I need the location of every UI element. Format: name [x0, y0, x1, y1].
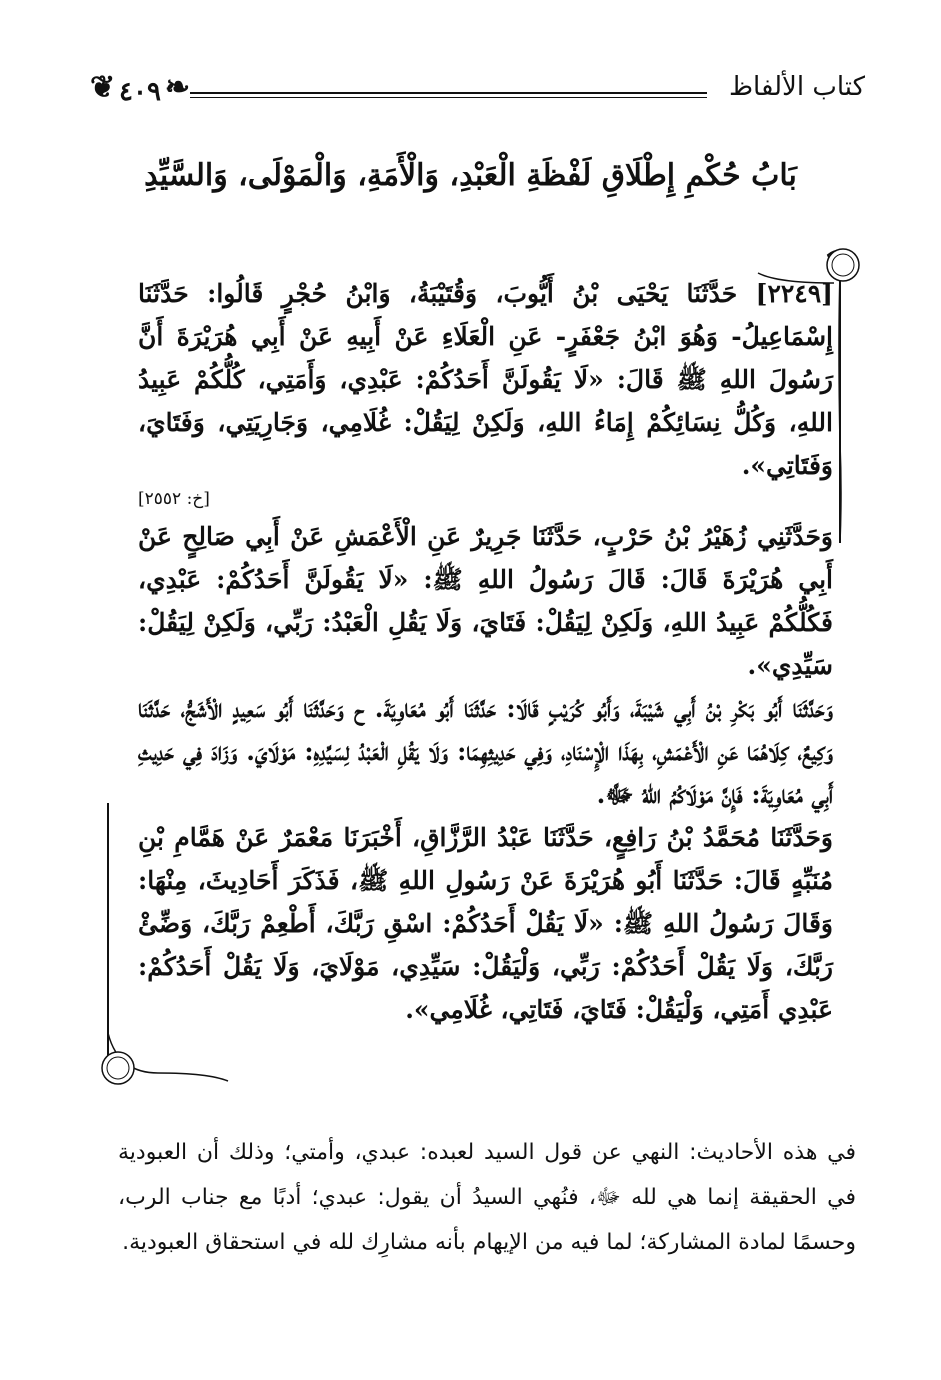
page-number: ٤٠٩	[119, 77, 161, 107]
hadith-body	[138, 272, 833, 1031]
page-number-badge	[90, 62, 190, 122]
hadith-paragraph-4: وَحَدَّثَنَا مُحَمَّدُ بْنُ رَافِعٍ، حَدَّثَنَا عَبْدُ الرَّزَّاقِ، أَخْبَرَنَا مَعْمَرٌ عَنْ هَمَّامِ بْنِ مُنَبِّهٍ قَالَ: حَدَّثَنَا أَبُو هُرَيْرَةَ عَنْ رَسُولِ اللهِ ﷺ، فَذَكَرَ أَحَادِيثَ، مِنْهَا: وَقَالَ رَسُولُ اللهِ ﷺ: «لَا يَقُلْ أَحَدُكُمْ: اسْقِ رَبَّكَ، أَطْعِمْ رَبَّكَ، وَضِّئْ رَبَّكَ، وَلَا يَقُلْ أَحَدُكُمْ: رَبِّي، وَلْيَقُلْ: سَيِّدِي، مَوْلَايَ، وَلَا يَقُلْ أَحَدُكُمْ: عَبْدِي أَمَتِي، وَلْيَقُلْ: فَتَايَ، فَتَاتِي، غُلَامِي».	[138, 823, 833, 1024]
right-ornament-icon: ❧	[164, 70, 190, 105]
book-title: كتاب الألفاظ	[729, 72, 865, 102]
chapter-title: بَابُ حُكْمِ إِطْلَاقِ لَفْظَةِ الْعَبْدِ، وَالْأَمَةِ، وَالْمَوْلَى، وَالسَّيِّدِ	[144, 158, 797, 193]
header-rule	[190, 92, 707, 94]
header-rule-thin	[190, 97, 707, 98]
commentary-text: في هذه الأحاديث: النهي عن قول السيد لعبده: عبدي، وأمتي؛ وذلك أن العبودية في الحقيقة إنما هي لله ﷻ، فنُهي السيدُ أن يقول: عبدي؛ أدبًا مع جناب الرب، وحسمًا لمادة المشاركة؛ لما فيه من الإيهام بأنه مشارِك لله في استحقاق العبودية.	[118, 1140, 856, 1255]
bukhari-reference: [خ: ٢٥٥٢]	[138, 489, 210, 509]
page-header	[90, 62, 865, 124]
left-ornament-icon: ❦	[90, 70, 116, 105]
commentary	[118, 1130, 856, 1265]
hadith-paragraph-2: وَحَدَّثَنِي زُهَيْرُ بْنُ حَرْبٍ، حَدَّثَنَا جَرِيرٌ عَنِ الْأَعْمَشِ عَنْ أَبِي صَالِحٍ عَنْ أَبِي هُرَيْرَةَ قَالَ: قَالَ رَسُولُ اللهِ ﷺ: «لَا يَقُولَنَّ أَحَدُكُمْ: عَبْدِي، فَكُلُّكُمْ عَبِيدُ اللهِ، وَلَكِنْ لِيَقُلْ: فَتَايَ، وَلَا يَقُلِ الْعَبْدُ: رَبِّي، وَلَكِنْ لِيَقُلْ: سَيِّدِي».	[138, 522, 833, 680]
hadith-paragraph-3: وَحَدَّثَنَا أَبُو بَكْرِ بْنُ أَبِي شَيْبَةَ، وَأَبُو كُرَيْبٍ قَالَا: حَدَّثَنَا أَبُو مُعَاوِيَةَ. ح وَحَدَّثَنَا أَبُو سَعِيدٍ الْأَشَجُّ، حَدَّثَنَا وَكِيعٌ، كِلَاهُمَا عَنِ الْأَعْمَشِ، بِهَذَا الْإِسْنَادِ، وَفِي حَدِيثِهِمَا: وَلَا يَقُلِ الْعَبْدُ لِسَيِّدِهِ: مَوْلَايَ. وَزَادَ فِي حَدِيثِ أَبِي مُعَاوِيَةَ: فَإِنَّ مَوْلَاكُمُ اللهُ ﷻ.	[138, 694, 833, 809]
hadith-paragraph-1: [٢٢٤٩] حَدَّثَنَا يَحْيَى بْنُ أَيُّوبَ، وَقُتَيْبَةُ، وَابْنُ حُجْرٍ قَالُوا: حَدَّثَنَا إِسْمَاعِيلُ- وَهُوَ ابْنُ جَعْفَرٍ- عَنِ الْعَلَاءِ عَنْ أَبِيهِ عَنْ أَبِي هُرَيْرَةَ أَنَّ رَسُولَ اللهِ ﷺ قَالَ: «لَا يَقُولَنَّ أَحَدُكُمْ: عَبْدِي، وَأَمَتِي، كُلُّكُمْ عَبِيدُ اللهِ، وَكُلُّ نِسَائِكُمْ إِمَاءُ اللهِ، وَلَكِنْ لِيَقُلْ: غُلَامِي، وَجَارِيَتِي، وَفَتَايَ، وَفَتَاتِي».	[138, 279, 833, 480]
